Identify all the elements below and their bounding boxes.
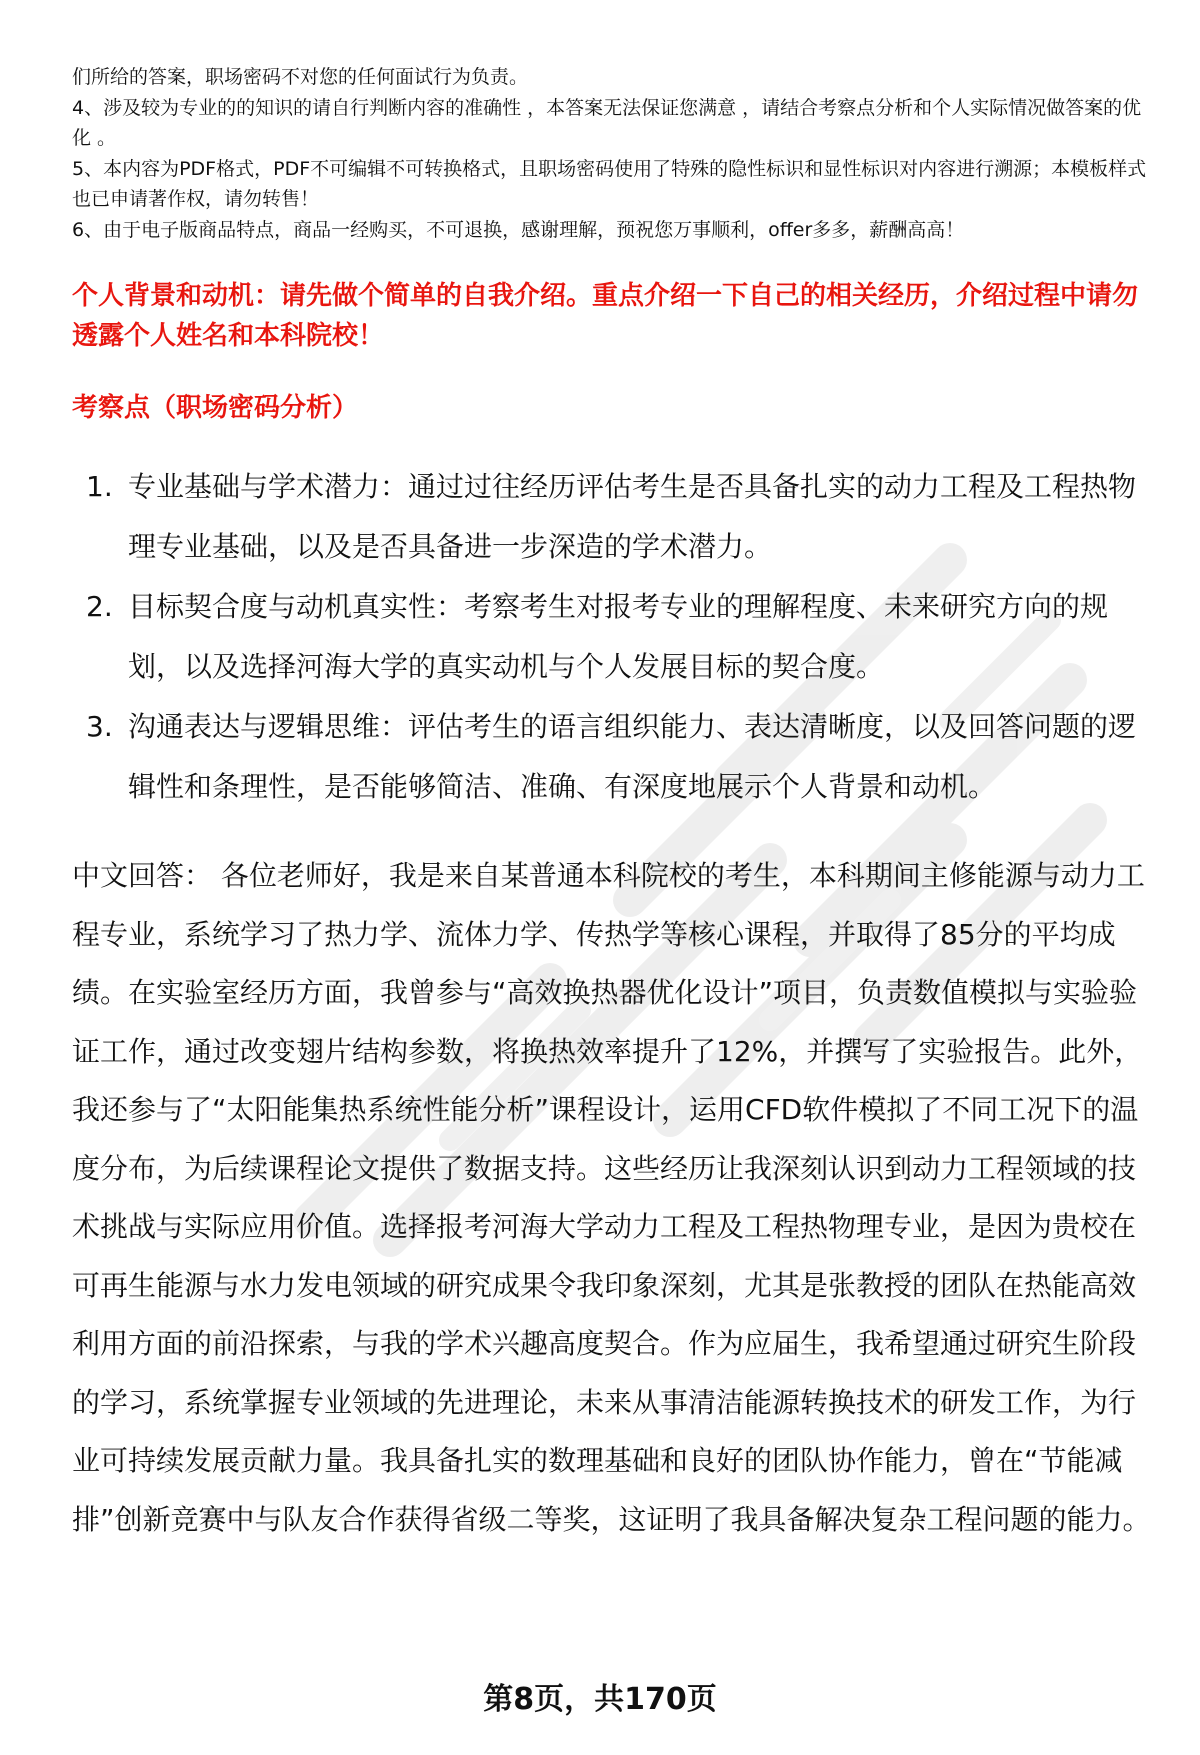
list-item-number: 1. (86, 470, 113, 503)
note-line: 6、由于电子版商品特点，商品一经购买，不可退换，感谢理解，预祝您万事顺利，offer多多，薪酬高高！ (72, 218, 965, 241)
note-line: 5、本内容为PDF格式，PDF不可编辑不可转换格式，且职场密码使用了特殊的隐性标识和显性标识对内容进行溯源；本模板样式也已申请著作权，请勿转售！ (72, 157, 1147, 210)
notes-block (72, 62, 1152, 245)
note-line: 4、涉及较为专业的的知识的请自行判断内容的准确性 ，本答案无法保证您满意 ，请结合考察点分析和个人实际情况做答案的优化 。 (72, 96, 1142, 149)
list-item (72, 577, 1152, 697)
interview-question: 个人背景和动机：请先做个简单的自我介绍。重点介绍一下自己的相关经历，介绍过程中请勿透露个人姓名和本科院校！ (72, 281, 1139, 351)
list-item-text: 专业基础与学术潜力：通过过往经历评估考生是否具备扎实的动力工程及工程热物理专业基础，以及是否具备进一步深造的学术潜力。 (128, 470, 1137, 563)
list-item-text: 沟通表达与逻辑思维：评估考生的语言组织能力、表达清晰度，以及回答问题的逻辑性和条理性，是否能够简洁、准确、有深度地展示个人背景和动机。 (128, 710, 1137, 803)
list-item (72, 697, 1152, 817)
list-item-number: 2. (86, 590, 113, 623)
assessment-points-list (72, 457, 1152, 817)
note-line: 们所给的答案，职场密码不对您的任何面试行为负责。 (72, 66, 529, 88)
list-item-text: 目标契合度与动机真实性：考察考生对报考专业的理解程度、未来研究方向的规划，以及选择河海大学的真实动机与个人发展目标的契合度。 (128, 590, 1109, 683)
list-item-number: 3. (86, 710, 113, 743)
page-number-footer: 第8页，共170页 (483, 1682, 717, 1717)
chinese-answer: 中文回答： 各位老师好，我是来自某普通本科院校的考生，本科期间主修能源与动力工程专业，系统学习了热力学、流体力学、传热学等核心课程，并取得了85分的平均成绩。在实验室经历方面，我曾参与“高效换热器优化设计”项目，负责数值模拟与实验验证工作，通过改变翅片结构参数，将换热效率提升了12%，并撰写了实验报告。此外，我还参与了“太阳能集热系统性能分析”课程设计，运用CFD软件模拟了不同工况下的温度分布，为后续课程论文提供了数据支持。这些经历让我深刻认识到动力工程领域的技术挑战与实际应用价值。选择报考河海大学动力工程及工程热物理专业，是因为贵校在可再生能源与水力发电领域的研究成果令我印象深刻，尤其是张教授的团队在热能高效利用方面的前沿探索，与我的学术兴趣高度契合。作为应届生，我希望通过研究生阶段的学习，系统掌握专业领域的先进理论，未来从事清洁能源转换技术的研发工作，为行业可持续发展贡献力量。我具备扎实的数理基础和良好的团队协作能力，曾在“节能减排”创新竞赛中与队友合作获得省级二等奖，这证明了我具备解决复杂工程问题的能力。 (72, 859, 1151, 1536)
list-item (72, 457, 1152, 577)
section-title: 考察点（职场密码分析） (72, 393, 359, 423)
